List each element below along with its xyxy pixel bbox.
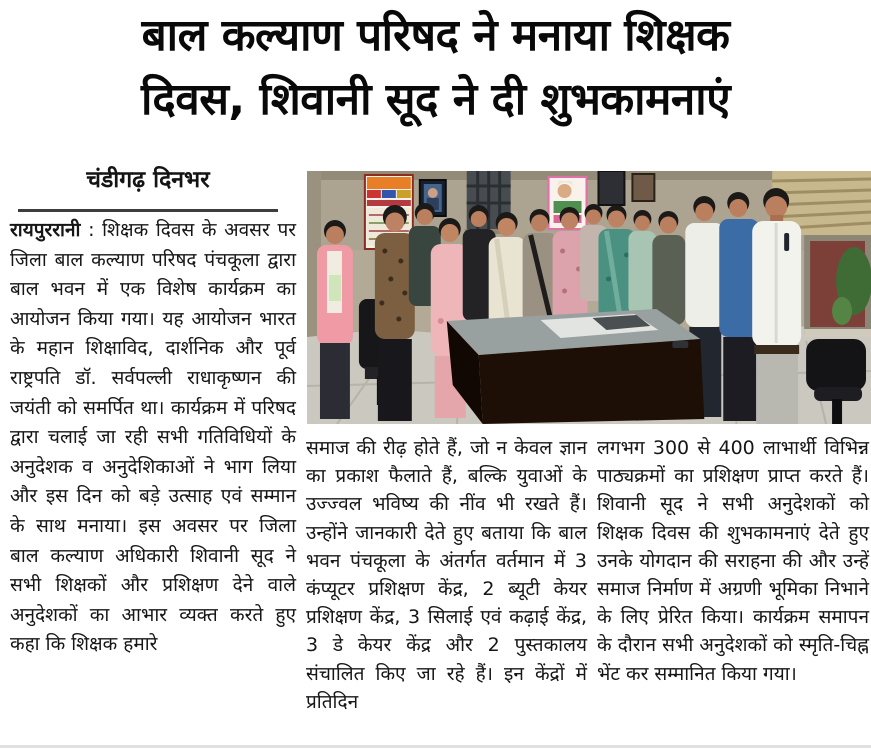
article-column-1 [10,216,296,660]
right-window-view [804,235,871,337]
article-column-3 [597,434,869,688]
byline-divider [18,209,278,212]
conference-table [447,309,705,424]
column-1-text: शिक्षक दिवस के अवसर पर जिला बाल कल्याण परिषद पंचकूला द्वारा बाल भवन में एक विशेष कार्यक्रम का आयोजन किया गया। यह आयोजन भारत के महान शिक्षाविद, दार्शनिक और पूर्व राष्ट्रपति डॉ. सर्वपल्ली राधाकृष्णन की जयंती को समर्पित था। कार्यक्रम में परिषद द्वारा चलाई जा रही सभी गतिविधियों के अनुदेशक व अनुदेशिकाओं ने भाग लिया और इस दिन को बड़े उत्साह एवं सम्मान के साथ मनाया। इस अवसर पर जिला बाल कल्याण अधिकारी शिवानी सूद ने सभी शिक्षकों और प्रशिक्षण देने वाले अनुदेशकों का आभार व्यक्त करते हुए कहा कि शिक्षक हमारे [10,219,297,656]
headline-line-2: दिवस, शिवानी सूद ने दी शुभकामनाएं [140,74,731,125]
group-photo-illustration [307,171,871,424]
article-column-2 [306,434,587,716]
dateline-raipur-rani: रायपुररानी [10,219,81,241]
byline: चंडीगढ़ दिनभर [86,167,210,193]
dateline-separator: : [80,219,103,241]
article-photo [307,171,871,424]
article-headline [0,4,871,132]
column-2-text: समाज की रीढ़ होते हैं, जो न केवल ज्ञान का प्रकाश फैलाते हैं, बल्कि युवाओं के उज्ज्वल भविष्य की नींव भी रखते हैं। उन्होंने जानकारी देते हुए बताया कि बाल भवन पंचकूला के अंतर्गत वर्तमान में 3 कंप्यूटर प्रशिक्षण केंद्र, 2 ब्यूटी केयर प्रशिक्षण केंद्र, 3 सिलाई एवं कढ़ाई केंद्र, 3 डे केयर केंद्र और 2 पुस्तकालय संचालित किए जा रहे हैं। इन केंद्रों में प्रतिदिन [306,437,587,713]
column-3-text: लगभग 300 से 400 लाभार्थी विभिन्न पाठ्यक्रमों का प्रशिक्षण प्राप्त करते हैं। शिवानी सूद ने सभी अनुदेशकों को शिक्षक दिवस की शुभकामनाएं देते हुए उनके योगदान की सराहना की और उन्हें समाज निर्माण में अग्रणी भूमिका निभाने के लिए प्रेरित किया। कार्यक्रम समापन के दौरान सभी अनुदेशकों को स्मृति-चिह्न भेंट कर सम्मानित किया गया। [597,437,869,685]
page-bottom-edge [0,745,871,748]
headline-line-1: बाल कल्याण परिषद ने मनाया शिक्षक [141,10,730,61]
